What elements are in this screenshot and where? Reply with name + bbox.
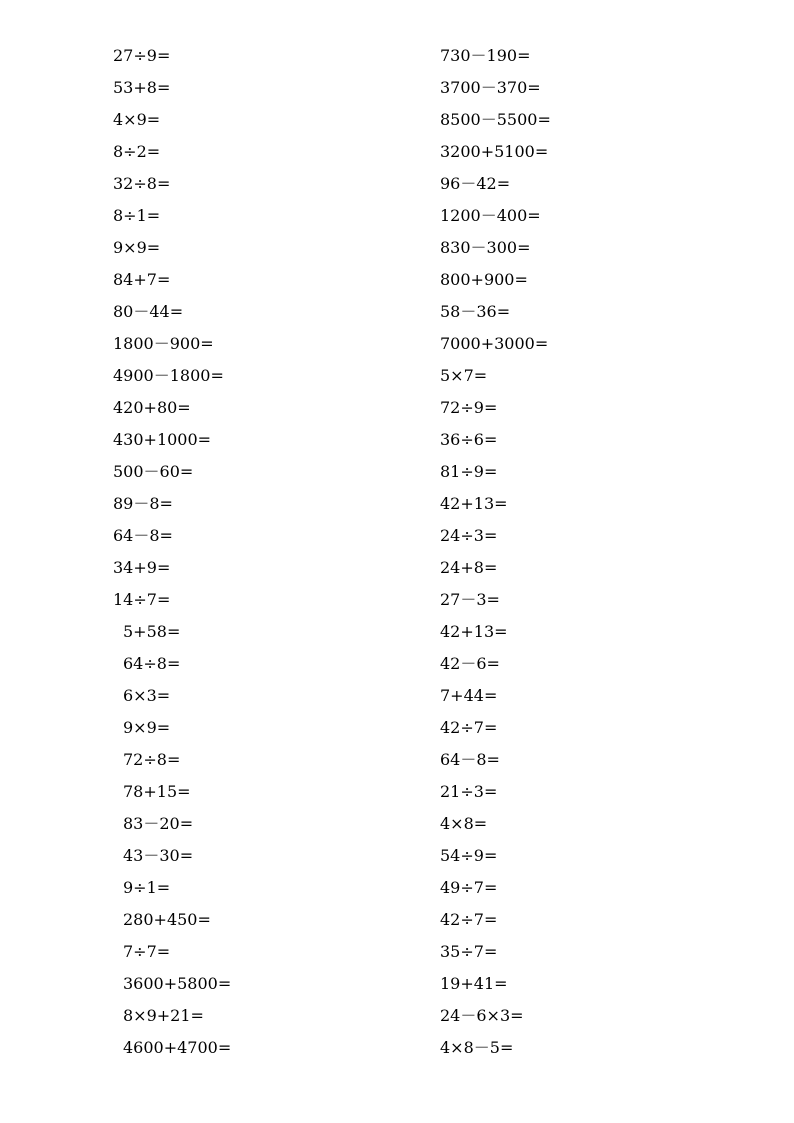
arithmetic-problem: 7+44= — [440, 686, 498, 705]
arithmetic-problem: 64－8= — [440, 750, 500, 769]
arithmetic-problem: 64÷8= — [123, 654, 181, 673]
arithmetic-problem: 89－8= — [113, 494, 173, 513]
arithmetic-problem: 3600+5800= — [123, 974, 232, 993]
arithmetic-problem: 1200－400= — [440, 206, 541, 225]
arithmetic-problem: 4600+4700= — [123, 1038, 232, 1057]
arithmetic-problem: 420+80= — [113, 398, 191, 417]
arithmetic-problem: 24÷3= — [440, 526, 498, 545]
arithmetic-problem: 280+450= — [123, 910, 211, 929]
arithmetic-problem: 500－60= — [113, 462, 194, 481]
arithmetic-problem: 96－42= — [440, 174, 511, 193]
arithmetic-problem: 35÷7= — [440, 942, 498, 961]
arithmetic-problem: 1800－900= — [113, 334, 214, 353]
arithmetic-problem: 6×3= — [123, 686, 171, 705]
arithmetic-problem: 27÷9= — [113, 46, 171, 65]
arithmetic-problem: 42+13= — [440, 494, 508, 513]
arithmetic-problem: 34+9= — [113, 558, 171, 577]
arithmetic-problem: 21÷3= — [440, 782, 498, 801]
left-problem-column — [113, 40, 413, 1064]
arithmetic-problem: 84+7= — [113, 270, 171, 289]
arithmetic-problem: 730－190= — [440, 46, 531, 65]
arithmetic-problem: 4×9= — [113, 110, 161, 129]
arithmetic-problem: 9÷1= — [123, 878, 171, 897]
arithmetic-problem: 32÷8= — [113, 174, 171, 193]
arithmetic-problem: 43－30= — [123, 846, 194, 865]
arithmetic-problem: 27－3= — [440, 590, 500, 609]
arithmetic-problem: 64－8= — [113, 526, 173, 545]
arithmetic-problem: 8×9+21= — [123, 1006, 204, 1025]
arithmetic-problem: 72÷9= — [440, 398, 498, 417]
arithmetic-problem: 72÷8= — [123, 750, 181, 769]
arithmetic-problem: 24－6×3= — [440, 1006, 524, 1025]
arithmetic-problem: 58－36= — [440, 302, 511, 321]
arithmetic-problem: 5+58= — [123, 622, 181, 641]
arithmetic-problem: 4900－1800= — [113, 366, 224, 385]
arithmetic-problem: 3700－370= — [440, 78, 541, 97]
arithmetic-problem: 14÷7= — [113, 590, 171, 609]
arithmetic-problem: 3200+5100= — [440, 142, 549, 161]
arithmetic-problem: 8÷2= — [113, 142, 161, 161]
arithmetic-problem: 7÷7= — [123, 942, 171, 961]
arithmetic-problem: 8500－5500= — [440, 110, 551, 129]
arithmetic-problem: 54÷9= — [440, 846, 498, 865]
arithmetic-problem: 800+900= — [440, 270, 528, 289]
arithmetic-problem: 4×8－5= — [440, 1038, 514, 1057]
arithmetic-problem: 81÷9= — [440, 462, 498, 481]
right-problem-column — [440, 40, 760, 1064]
arithmetic-problem: 80－44= — [113, 302, 184, 321]
arithmetic-problem: 19+41= — [440, 974, 508, 993]
arithmetic-problem: 9×9= — [123, 718, 171, 737]
arithmetic-problem: 430+1000= — [113, 430, 212, 449]
arithmetic-problem: 42÷7= — [440, 910, 498, 929]
arithmetic-problem: 49÷7= — [440, 878, 498, 897]
arithmetic-problem: 42+13= — [440, 622, 508, 641]
arithmetic-problem: 5×7= — [440, 366, 488, 385]
arithmetic-problem: 83－20= — [123, 814, 194, 833]
arithmetic-problem: 36÷6= — [440, 430, 498, 449]
arithmetic-problem: 24+8= — [440, 558, 498, 577]
arithmetic-problem: 42－6= — [440, 654, 500, 673]
arithmetic-problem: 830－300= — [440, 238, 531, 257]
arithmetic-problem: 7000+3000= — [440, 334, 549, 353]
arithmetic-problem: 4×8= — [440, 814, 488, 833]
arithmetic-problem: 42÷7= — [440, 718, 498, 737]
arithmetic-problem: 78+15= — [123, 782, 191, 801]
arithmetic-problem: 9×9= — [113, 238, 161, 257]
arithmetic-problem: 53+8= — [113, 78, 171, 97]
arithmetic-problem: 8÷1= — [113, 206, 161, 225]
